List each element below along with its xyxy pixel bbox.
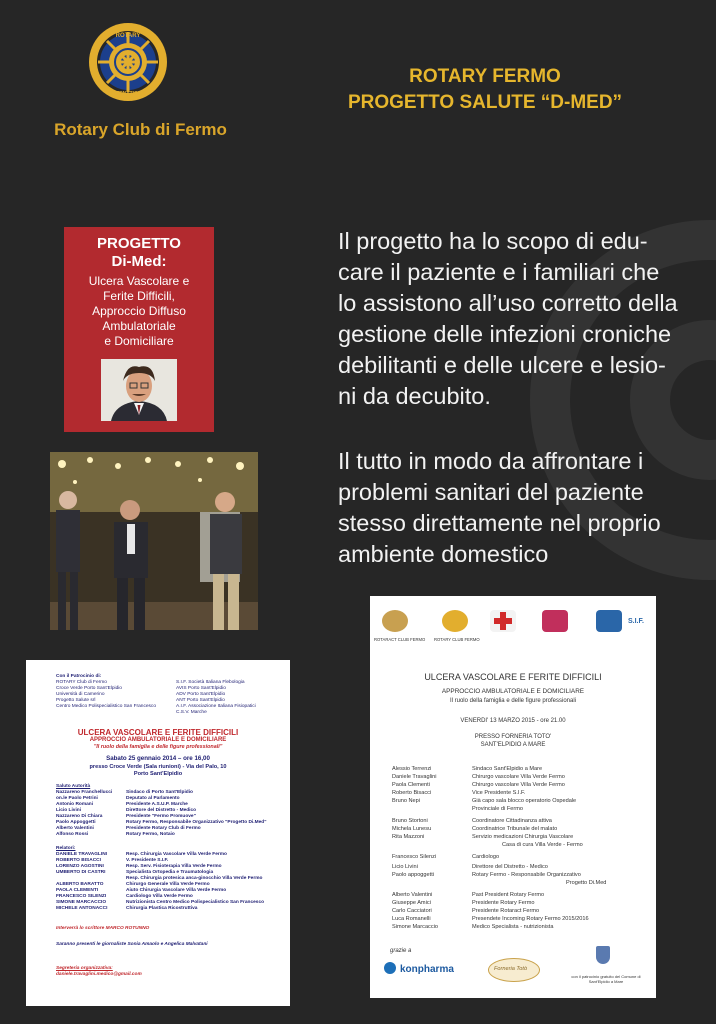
person-name: Simone Marcaccio [392,924,439,930]
flyer-city: SANT'ELPIDIO A MARE [480,742,546,748]
flyer-date: VENERDI' 13 MARZO 2015 - ore 21.00 [460,718,566,724]
comune-crest-icon [596,946,610,964]
sponsor-konpharma: konpharma [400,964,454,975]
patronage-item: ROTARY Club di Fermo [56,680,107,685]
patronage-item: ANT Porto Sant'Elpidio [176,698,225,703]
speaker-name: FRANCESCO SILENZI [56,894,107,899]
person-role: Provinciale di Fermo [472,806,523,812]
speaker-role: Cardiologo Villa Verde Fermo [126,894,193,899]
person-role: Direttore del Distretto - Medico [472,864,548,870]
speaker-role: Aiuto Chirurgia Vascolare Villa Verde Fermo [126,888,227,893]
person-name: Francesco Silenzi [392,854,437,860]
text-line: lo assistono all’uso corretto della [338,290,678,316]
title-line-2: PROGETTO SALUTE “D-MED” [347,92,623,113]
patronage-item: Centro Medico Polispecialistico San Francesco [56,704,156,709]
person-role: Sindaco Sant'Elpidio a Mare [472,766,543,772]
poster-title-1: PROGETTO [97,235,181,252]
speakers-title: Relatori: [56,846,76,851]
person-name: Michela Lunesu [392,826,432,832]
person-role: Past President Rotary Fermo [472,892,545,898]
person-name: Carlo Cacciatori [392,908,432,914]
text-line: gestione delle infezioni croniche [338,321,672,347]
speaker-role: Specialista Ortopedia e Traumatologia [126,870,214,875]
secretary-email: daniele.travaglini.medico@gmail.com [56,972,142,977]
description-paragraph-2 [338,446,708,570]
patronage-item: S.I.F. Società Italiana Flebologia [176,680,245,685]
authority-role: Rotary Fermo, Responsabile Organizzativo "Progetto Di.Med" [126,820,267,825]
poster-line: e Domiciliare [104,334,174,348]
person-role: Coordinatore Cittadinanza attiva [472,818,552,824]
event-flyer-2015 [370,596,656,998]
patronage-item: AVIS Porto Sant'Elpidio [176,686,226,691]
authority-role: Presidente A.S.U.P. Marche [126,802,188,807]
authority-role: Deputato al Parlamento [126,796,180,801]
text-line: ambiente domestico [338,541,549,567]
logo-caption: ROTARACT CLUB FERMO [374,637,426,642]
person-role: Già capo sala blocco operatorio Ospedale [472,798,577,804]
flyer-subtitle-2: "Il ruolo della famiglia e delle figure professionali" [93,744,223,750]
thanks-label: grazie a [390,948,412,954]
logo-text-top: ROTARY [115,33,141,39]
flyer-place: PRESSO FORNERIA TOTO' [474,734,552,740]
text-line: problemi sanitari del paziente [338,479,644,505]
patronage-item: Progetto Salute srl [56,698,96,703]
authority-role: Sindaco di Porto Sant'Elpidio [126,790,193,795]
speaker-name: PAOLA CLEMENTI [56,888,99,893]
flyer-host: Interverrà lo scrittore MARCO ROTUNNO [56,926,150,931]
secretary-title: Segreteria organizzativa: [56,966,113,971]
authority-role: Direttore del Distretto - Medico [126,808,197,813]
speaker-name: SIMONE MARCACCIO [56,900,107,905]
person-name: Licio Livini [392,864,418,870]
text-line: debilitanti e delle ulcere e lesio- [338,352,666,378]
konpharma-logo-icon [384,962,396,974]
speaker-role: V. Presidente S.I.F. [126,858,169,863]
patronage-item: C.S.V. Marche [176,710,207,715]
person-role: Chirurgo vascolare Villa Verde Fermo [472,774,565,780]
speaker-name: MICHELE ANTONACCI [56,906,108,911]
authorities-title: Saluto Autorità [56,784,91,789]
person-name: Paola Clementi [392,782,430,788]
person-role: Cardiologo [472,854,500,860]
rotary-club-logo-icon [442,610,468,632]
sponsor-forneria: Forneria Totò [494,966,528,972]
person-name: Bruno Stortoni [392,818,428,824]
speaker-name: ALBERTO BARATTO [56,882,104,887]
speaker-role: Resp. Chirurgia protesica anca-ginocchio Villa Verde Fermo [126,876,263,881]
speaker-role: Resp. Serv. Fisioterapia Villa Verde Fermo [126,864,222,869]
poster-line: Ambulatoriale [102,319,176,333]
association-logo-icon [542,610,568,632]
poster-line: Approccio Diffuso [92,304,186,318]
patronage-item: A.I.F. Associazione Italiana Fisiopatici [176,704,256,709]
flyer-subtitle: APPROCCIO AMBULATORIALE E DOMICILIARE [89,737,227,743]
authority-name: Nazzareno Franchellucci [56,790,113,795]
flyer-title: ULCERA VASCOLARE E FERITE DIFFICILI [77,728,239,737]
project-poster [64,227,214,432]
description-paragraph-1 [338,226,708,412]
speaker-name: UMBERTO DI CASTRI [56,870,106,875]
patronage-footer: con il patrocinio gratuito del Comune di Sant'Elpidio a Mare [571,974,641,984]
sif-logo-icon [596,610,622,632]
text-line: Il progetto ha lo scopo di edu- [338,228,648,254]
authority-name: Nazzareno Di Chiara [56,814,103,819]
authority-role: Rotary Fermo, Notaio [126,832,175,837]
rotaract-logo-icon [382,610,408,632]
speaker-name: DANIELE TRAVAGLINI [56,852,107,857]
text-line: Il tutto in modo da affrontare i [338,448,644,474]
patronage-item: ADV Porto Sant'Elpidio [176,692,226,697]
text-line: ni da decubito. [338,383,491,409]
person-role: Coordinatrice Tribunale del malato [472,826,558,832]
authority-name: Licio Livini [56,808,82,813]
logo-caption: S.I.F. [628,618,644,625]
authority-name: Paolo Appoggetti [56,820,96,825]
rotary-logo-icon [88,22,168,102]
poster-line: Ulcera Vascolare e [88,274,190,288]
authority-name: on.le Paolo Petrini [56,796,98,801]
croce-verde-logo-icon [490,610,516,632]
person-name: Roberto Bisacci [392,790,432,796]
flyer-date: Sabato 25 gennaio 2014 – ore 16,00 [106,755,210,762]
person-role: Medico Specialista - nutrizionista [472,924,554,930]
event-photo [50,452,258,630]
speaker-role: Chirurgo Generale Villa Verde Fermo [126,882,210,887]
flyer-subtitle: APPROCCIO AMBULATORIALE E DOMICILIARE [441,688,585,695]
text-line: care il paziente e i familiari che [338,259,660,285]
person-name: Luca Romanelli [392,916,431,922]
club-name: Rotary Club di Fermo [54,120,227,139]
person-name: Bruno Nepi [392,798,420,804]
title-line-1: ROTARY FERMO [409,66,561,87]
text-line: stesso direttamente nel proprio [338,510,661,536]
person-role: Casa di cura Villa Verde - Fermo [502,842,583,848]
speaker-role: Nutrizionista Centro Medico Polispecialistico San Francesco [126,900,265,905]
person-name: Paolo appoggetti [392,872,434,878]
person-name: Alberto Valentini [392,892,433,898]
speaker-role: Chirurgia Plastica Ricostruttiva [126,906,198,911]
flyer-title: ULCERA VASCOLARE E FERITE DIFFICILI [424,672,602,682]
person-name: Daniele Travaglini [392,774,437,780]
person-role: Chirurgo vascolare Villa Verde Fermo [472,782,565,788]
authority-name: Alberto Valentini [56,826,94,831]
poster-line: Ferite Difficili, [103,289,175,303]
authority-name: Alfonso Rossi [56,832,89,837]
poster-title-2: Di-Med: [111,253,167,270]
person-name: Alessio Terrenzi [392,766,432,772]
page-title [280,64,690,116]
logo-text-bottom: INTERNATIONAL [107,91,149,97]
person-role: Presendete Incoming Rotary Fermo 2015/2016 [472,916,589,922]
speaker-name: ROBERTO BISACCI [56,858,101,863]
person-name: Giuseppe Amici [392,900,431,906]
patronage-item: Università di Camerino [56,692,105,697]
person-role: Presidente Rotary Fermo [472,900,535,906]
patronage-title: Con il Patrocinio di: [56,674,102,679]
authority-name: Antonio Romani [56,802,94,807]
person-role: Progetto Di.Med [566,880,607,886]
speaker-name: LORENZO AGOSTINI [56,864,104,869]
flyer-journalists: Saranno presenti le giornaliste Sonia Amaolo e Angelica Malvatani [56,942,208,947]
speaker-role: Resp. Chirurgia Vascolare Villa Verde Fermo [126,852,227,857]
logo-caption: ROTARY CLUB FERMO [434,637,480,642]
event-flyer-2014 [26,660,290,1006]
flyer-place: presso Croce Verde (Sala riunioni) - Via del Palo, 10 [89,764,227,770]
flyer-city: Porto Sant'Elpidio [133,771,183,777]
person-name: Rita Mazzoni [392,834,425,840]
speaker-portrait [101,359,177,421]
person-role: Vice Presidente S.I.F. [472,790,526,796]
authority-role: Presidente "Fermo Promuove" [126,814,196,819]
person-role: Rotary Fermo - Responsabile Organizzativo [472,872,581,878]
person-role: Servizio medicazioni Chirurgia Vascolare [472,834,574,840]
authority-role: Presidente Rotary Club di Fermo [126,826,201,831]
person-role: Presidente Rotaract Fermo [472,908,540,914]
patronage-item: Croce Verde Porto Sant'Elpidio [56,686,122,691]
flyer-subtitle-2: Il ruolo della famiglia e delle figure professionali [449,698,577,704]
